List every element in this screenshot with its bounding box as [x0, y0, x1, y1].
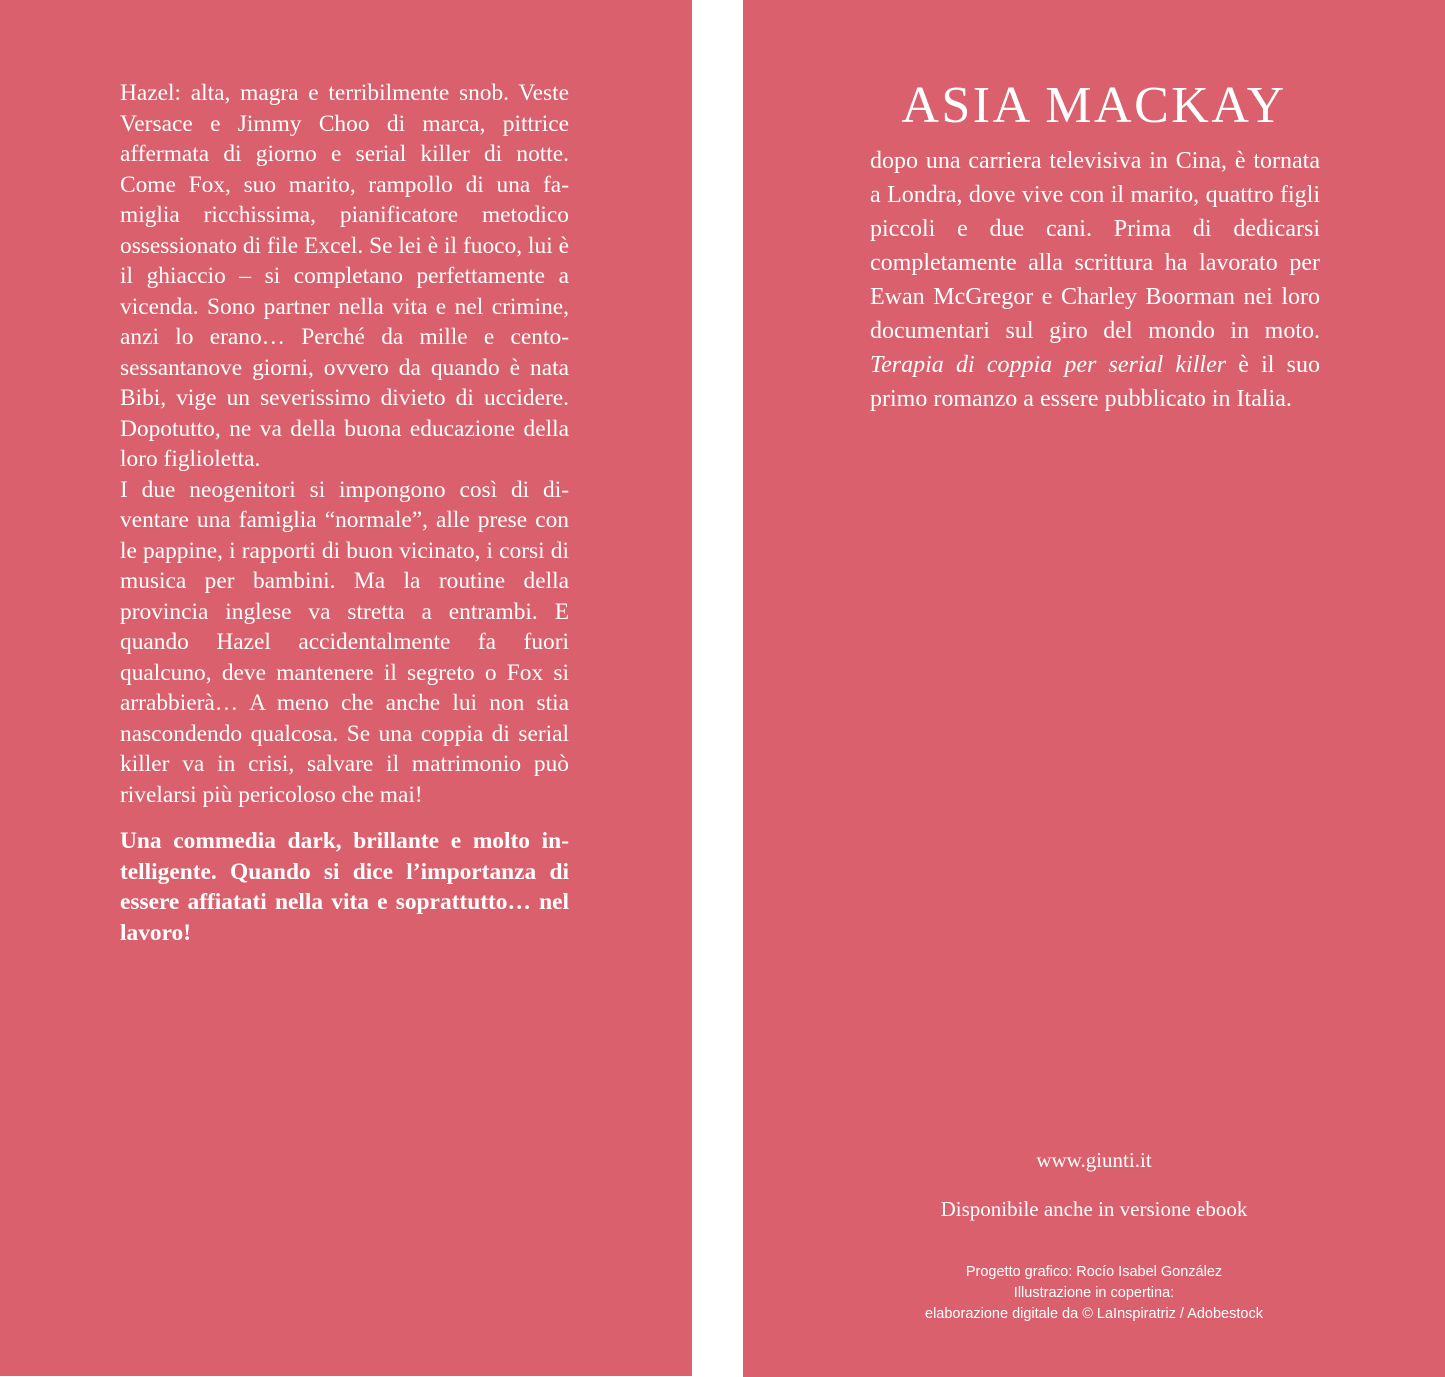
- author-name: ASIA MACKAY: [901, 77, 1287, 134]
- author-bio: [870, 144, 1320, 416]
- synopsis-paragraph-1: Hazel: alta, magra e terribilmente snob. Veste Versace e Jimmy Choo di marca, pittrice affermata di giorno e serial killer di notte. Come Fox, suo marito, rampollo di una famiglia ricchissima, pianificatore metodico ossessionato di file Excel. Se lei è il fuoco, lui è il ghiaccio – si completano perfettamente a vicenda. Sono partner nella vita e nel crimine, anzi lo erano… Perché da mille e centosessantanove giorni, ovvero da quando è nata Bibi, vige un severissimo divieto di uccidere. Dopotutto, ne va della buona educazione della loro figlioletta.: [120, 80, 569, 472]
- publisher-website: www.giunti.it: [1036, 1148, 1152, 1172]
- synopsis-paragraph-2: I due neogenitori si impongono così di diventare una famiglia “normale”, alle prese con le pappine, i rapporti di buon vicinato, i corsi di musica per bambini. Ma la routine della provincia inglese va stretta a entrambi. E quando Hazel accidentalmente fa fuori qualcuno, deve mantenere il segreto o Fox si arrabbierà… A meno che anche lui non stia nascondendo qualcosa. Se una coppia di serial killer va in crisi, salvare il matrimonio può rivelarsi più pericoloso che mai!: [120, 476, 569, 808]
- credit-illustration-label: Illustrazione in copertina:: [1013, 1285, 1175, 1301]
- bio-book-title: Terapia di coppia per serial killer: [870, 352, 1227, 378]
- credit-illustration: elaborazione digitale da © LaInspiratriz / Adobestock: [925, 1306, 1263, 1322]
- synopsis-block: [120, 78, 569, 948]
- back-flap: [0, 0, 692, 1376]
- cover-credits: [743, 1262, 1445, 1325]
- ebook-availability-note: Disponibile anche in versione ebook: [940, 1197, 1248, 1221]
- bio-text-part-2: è il suo primo romanzo a essere pubblicato in Italia.: [870, 352, 1320, 412]
- tagline: Una commedia dark, brillante e molto intelligente. Quando si dice l’importanza di essere affiatati nella vita e soprattutto… nel lavoro!: [120, 828, 569, 946]
- front-flap: [743, 0, 1445, 1377]
- bio-text-part-1: dopo una carriera televisiva in Cina, è tornata a Londra, dove vive con il marito, quattro figli piccoli e due cani. Prima di dedicarsi completamente alla scrittura ha lavorato per Ewan McGregor e Charley Boorman nei loro documentari sul giro del mondo in moto.: [870, 148, 1320, 344]
- credit-design: Progetto grafico: Rocío Isabel González: [965, 1264, 1223, 1280]
